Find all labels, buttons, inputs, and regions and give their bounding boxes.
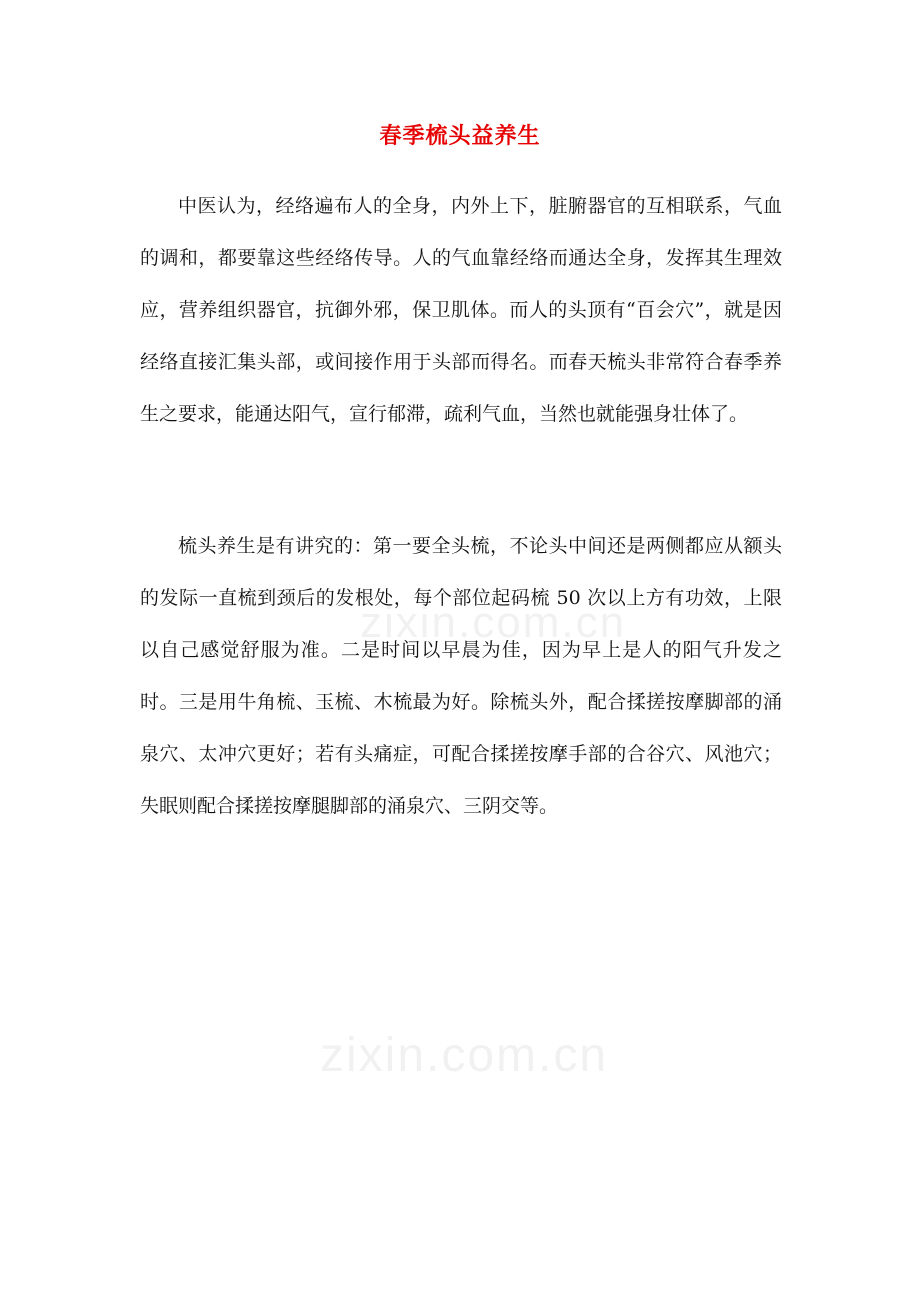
document-title: 春季梳头益养生 [379, 123, 541, 149]
paragraph-2: 梳头养生是有讲究的：第一要全头梳，不论头中间还是两侧都应从额头的发际一直梳到颈后的发根处，每个部位起码梳 50 次以上方有功效，上限以自己感觉舒服为准。二是时间以早晨为佳，因为早上是人的阳气升发之时。三是用牛角梳、玉梳、木梳最为好。除梳头外，配合揉搓按摩脚部的涌泉穴、太冲穴更好；若有头痛症，可配合揉搓按摩手部的合谷穴、风池穴；失眠则配合揉搓按摩腿脚部的涌泉穴、三阴交等。 [140, 535, 782, 817]
paragraph-1: 中医认为，经络遍布人的全身，内外上下，脏腑器官的互相联系，气血的调和，都要靠这些经络传导。人的气血靠经络而通达全身，发挥其生理效应，营养组织器官，抗御外邪，保卫肌体。而人的头顶有“百会穴”，就是因经络直接汇集头部，或间接作用于头部而得名。而春天梳头非常符合春季养生之要求，能通达阳气，宣行郁滞，疏利气血，当然也就能强身壮体了。 [140, 195, 782, 425]
watermark: zixin.com.cn [360, 598, 627, 647]
watermark-lower: zixin.com.cn [320, 1029, 609, 1082]
